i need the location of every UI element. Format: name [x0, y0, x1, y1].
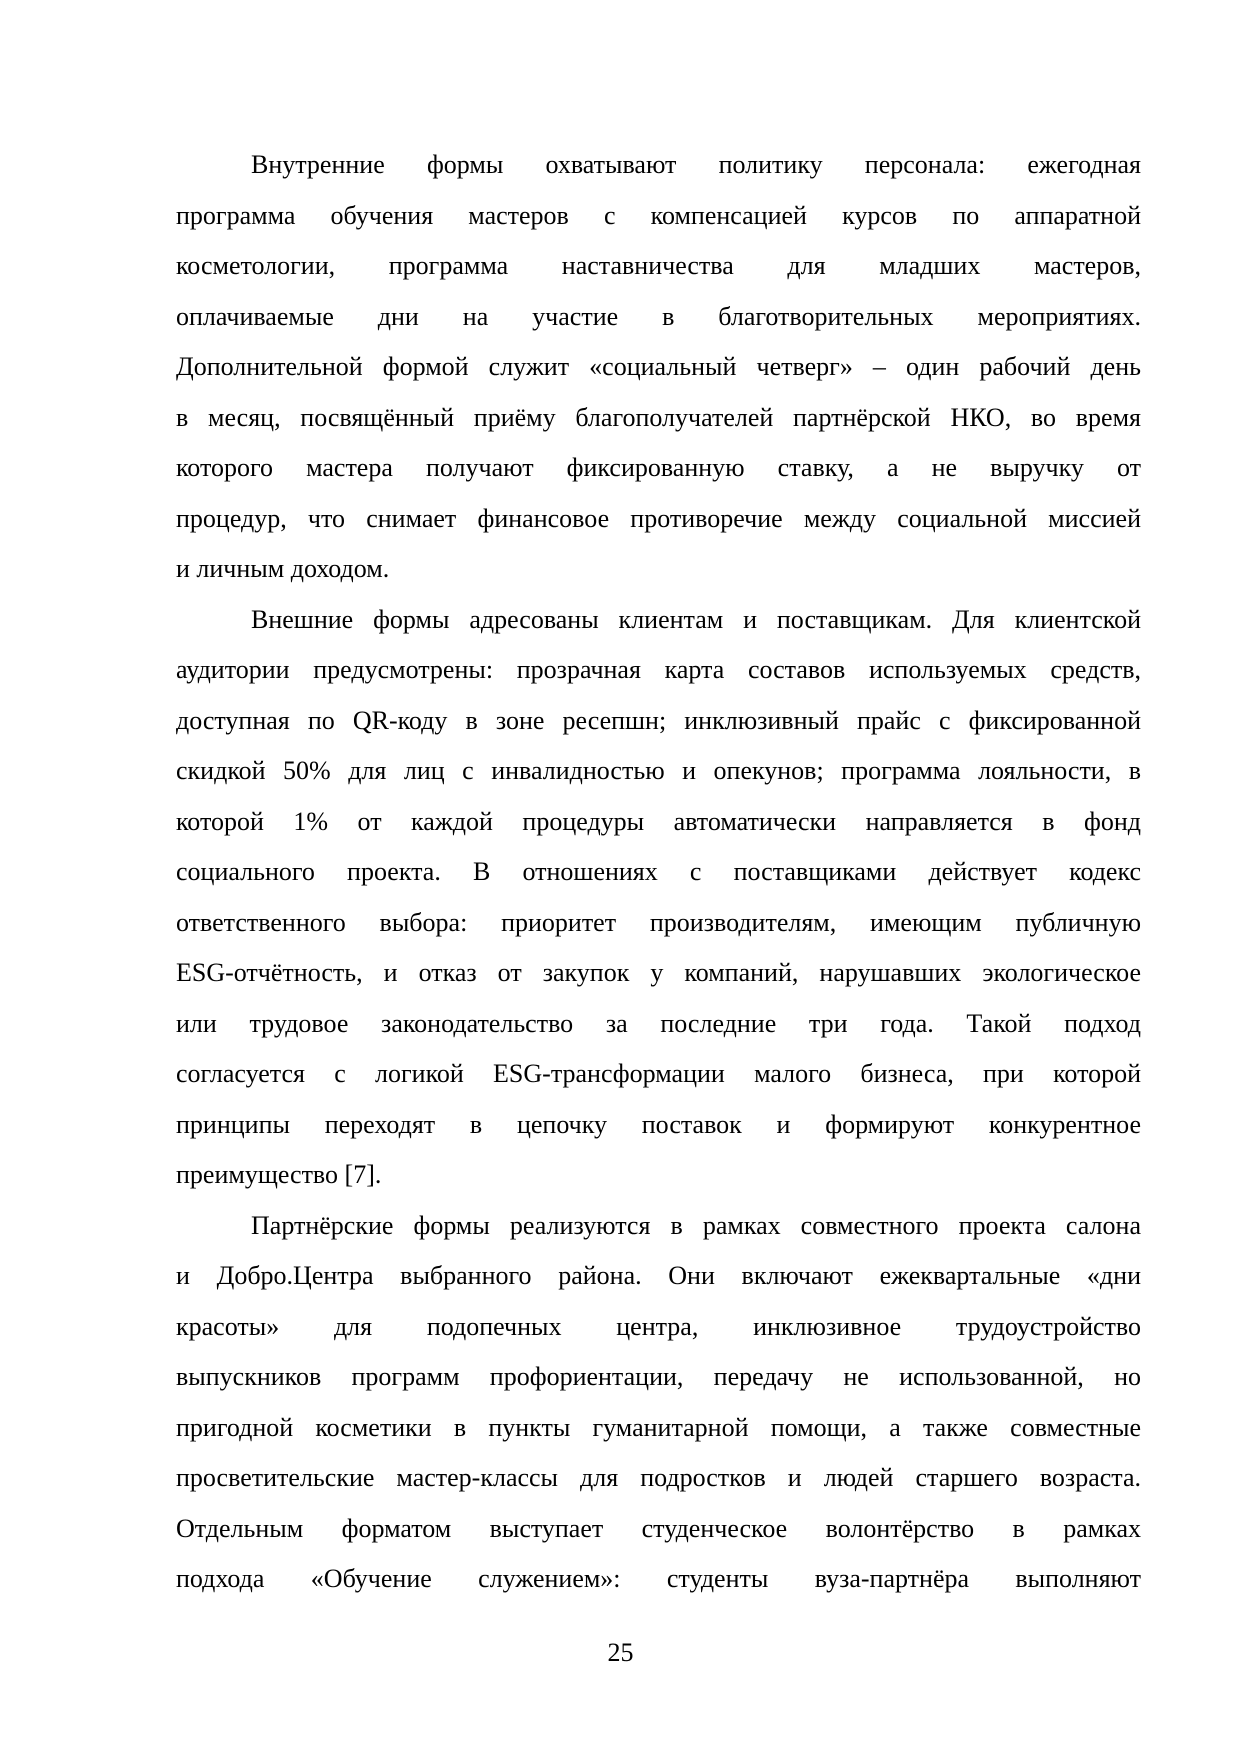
text-line: подхода «Обучение служением»: студенты вуза-партнёра выполняют: [176, 1564, 1141, 1593]
text-line: Внешние формы адресованы клиентам и поставщикам. Для клиентской: [251, 604, 1141, 634]
text-line: Внутренние формы охватывают политику персонала: ежегодная: [251, 150, 1141, 179]
text-line: оплачиваемые дни на участие в благотворительных мероприятиях.: [176, 301, 1141, 331]
text-line: Партнёрские формы реализуются в рамках совместного проекта салона: [251, 1210, 1141, 1240]
text-line: которой 1% от каждой процедуры автоматически направляется в фонд: [176, 806, 1141, 836]
text-line: просветительские мастер-классы для подростков и людей старшего возраста.: [176, 1463, 1141, 1492]
text-line: аудитории предусмотрены: прозрачная карта составов используемых средств,: [176, 655, 1141, 684]
text-line: Дополнительной формой служит «социальный четверг» – один рабочий день: [176, 352, 1141, 381]
paragraph-external-forms: [176, 595, 1141, 1201]
text-line: и Добро.Центра выбранного района. Они включают ежеквартальные «дни: [176, 1261, 1141, 1290]
text-line: выпускников программ профориентации, передачу не использованной, но: [176, 1362, 1141, 1391]
text-line: процедур, что снимает финансовое противоречие между социальной миссией: [176, 503, 1141, 533]
text-line: преимущество [7].: [176, 1160, 382, 1189]
text-line: ESG-отчётность, и отказ от закупок у компаний, нарушавших экологическое: [176, 958, 1141, 987]
text-line: в месяц, посвящённый приёму благополучателей партнёрской НКО, во время: [176, 402, 1141, 432]
text-line: принципы переходят в цепочку поставок и формируют конкурентное: [176, 1109, 1141, 1139]
text-line: социального проекта. В отношениях с поставщиками действует кодекс: [176, 857, 1141, 886]
paragraph-partner-forms: [176, 1201, 1141, 1605]
text-line: красоты» для подопечных центра, инклюзивное трудоустройство: [176, 1311, 1141, 1341]
paragraph-internal-forms: [176, 140, 1141, 595]
body-text: [176, 140, 1141, 1605]
page-number: 25: [607, 1638, 634, 1667]
text-line: ответственного выбора: приоритет производителям, имеющим публичную: [176, 907, 1141, 937]
text-line: косметологии, программа наставничества для младших мастеров,: [176, 251, 1141, 280]
text-line: программа обучения мастеров с компенсацией курсов по аппаратной: [176, 200, 1141, 230]
text-line: и личным доходом.: [176, 554, 390, 583]
text-line: доступная по QR-коду в зоне ресепшн; инклюзивный прайс с фиксированной: [176, 705, 1141, 735]
text-line: согласуется с логикой ESG-трансформации малого бизнеса, при которой: [176, 1059, 1141, 1088]
text-line: или трудовое законодательство за последние три года. Такой подход: [176, 1008, 1141, 1038]
text-line: скидкой 50% для лиц с инвалидностью и опекунов; программа лояльности, в: [176, 756, 1141, 785]
text-line: которого мастера получают фиксированную ставку, а не выручку от: [176, 453, 1141, 482]
text-line: Отдельным форматом выступает студенческое волонтёрство в рамках: [176, 1513, 1141, 1543]
text-line: пригодной косметики в пункты гуманитарной помощи, а также совместные: [176, 1412, 1141, 1442]
